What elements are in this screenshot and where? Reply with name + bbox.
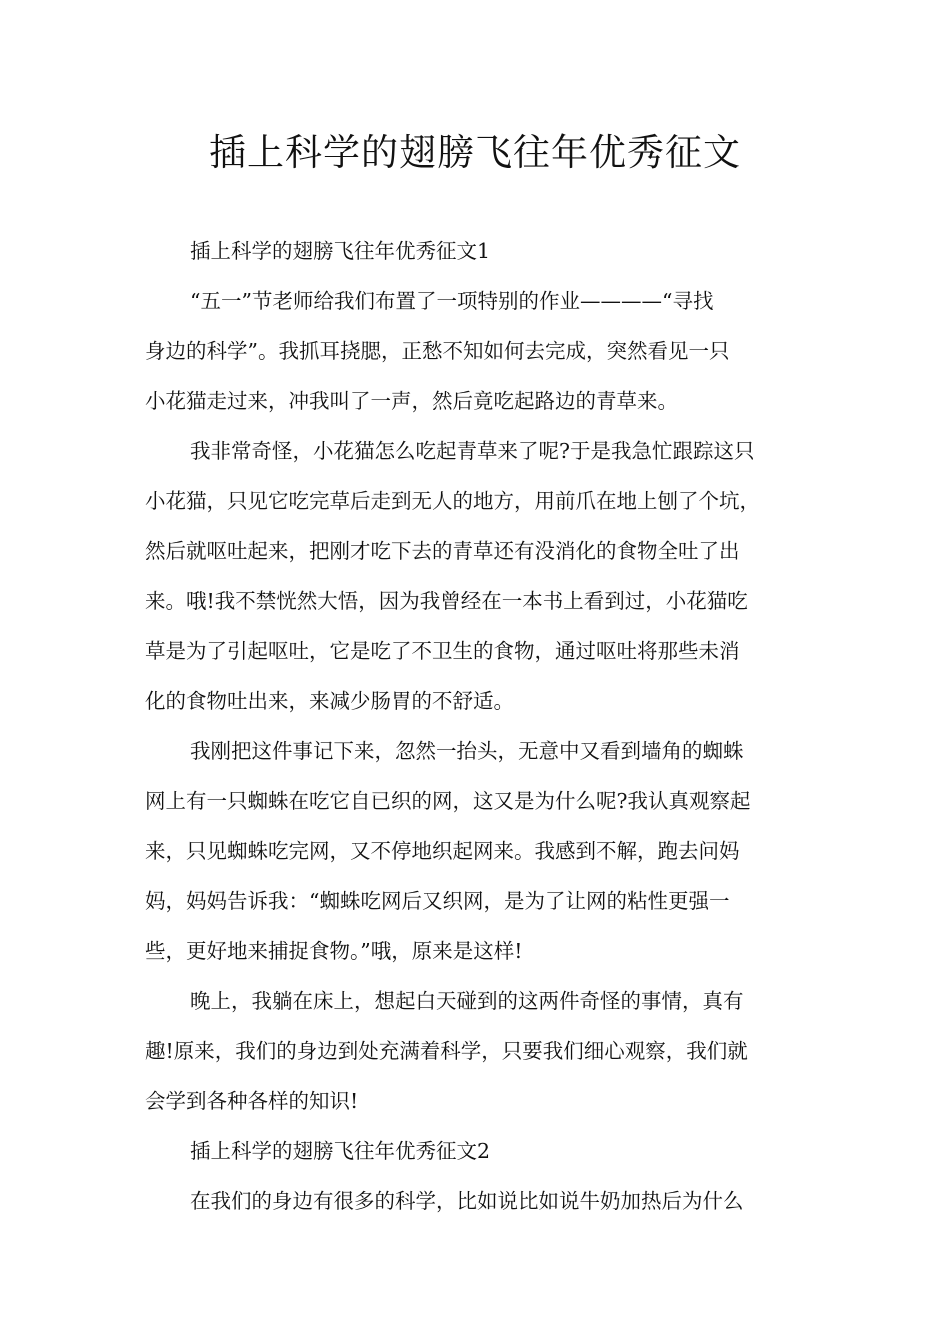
document-title: 插上科学的翅膀飞往年优秀征文 [209,131,741,174]
paragraph-line: 小花猫走过来，冲我叫了一声，然后竟吃起路边的青草来。 [145,389,678,413]
section-heading-1: 插上科学的翅膀飞往年优秀征文1 [190,239,491,263]
paragraph-line: 然后就呕吐起来，把刚才吃下去的青草还有没消化的食物全吐了出 [145,539,740,563]
paragraph-line: 我刚把这件事记下来，忽然一抬头，无意中又看到墙角的蜘蛛 [190,739,744,763]
paragraph-line: “五一”节老师给我们布置了一项特别的作业————“寻找 [190,289,714,313]
paragraph-line: 网上有一只蜘蛛在吃它自已织的网，这又是为什么呢?我认真观察起 [145,789,751,813]
paragraph-line: 妈，妈妈告诉我：“蜘蛛吃网后又织网，是为了让网的粘性更强一 [145,889,730,913]
paragraph-line: 我非常奇怪，小花猫怎么吃起青草来了呢?于是我急忙跟踪这只 [190,439,755,463]
paragraph-line: 来，只见蜘蛛吃完网，又不停地织起网来。我感到不解，跑去问妈 [145,839,740,863]
paragraph-line: 些，更好地来捕捉食物。”哦，原来是这样! [145,939,523,963]
paragraph-line: 草是为了引起呕吐，它是吃了不卫生的食物，通过呕吐将那些未消 [145,639,740,663]
paragraph-line: 化的食物吐出来，来减少肠胃的不舒适。 [145,689,514,713]
paragraph-line: 小花猫，只见它吃完草后走到无人的地方，用前爪在地上刨了个坑， [145,489,760,513]
paragraph-line: 趣!原来，我们的身边到处充满着科学，只要我们细心观察，我们就 [145,1039,748,1063]
paragraph-line: 会学到各种各样的知识! [145,1089,359,1113]
paragraph-line: 来。哦!我不禁恍然大悟，因为我曾经在一本书上看到过，小花猫吃 [145,589,748,613]
paragraph-line: 身边的科学”。我抓耳挠腮，正愁不知如何去完成，突然看见一只 [145,339,730,363]
paragraph-line: 在我们的身边有很多的科学，比如说比如说牛奶加热后为什么 [190,1189,744,1213]
paragraph-line: 晚上，我躺在床上，想起白天碰到的这两件奇怪的事情，真有 [190,989,744,1013]
section-heading-2: 插上科学的翅膀飞往年优秀征文2 [190,1139,491,1163]
